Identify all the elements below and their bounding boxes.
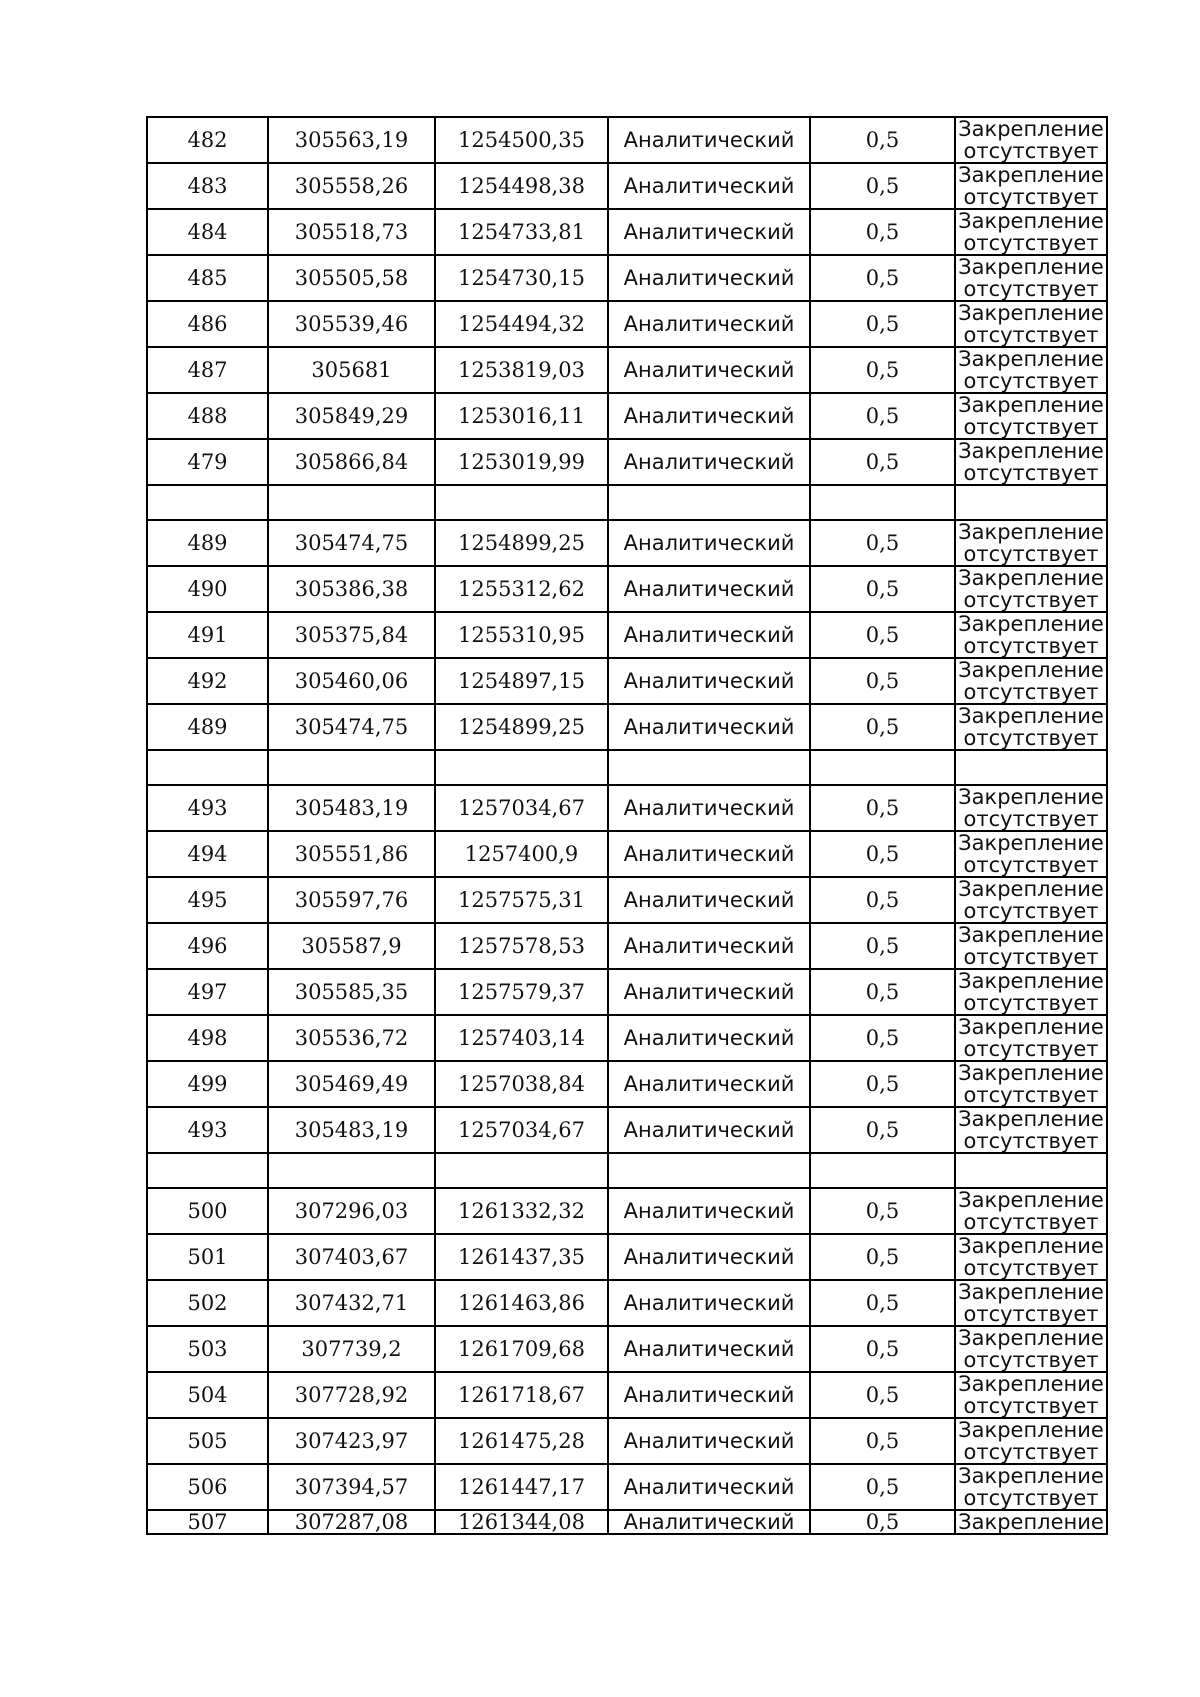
accuracy-cell: 0,5 bbox=[810, 163, 955, 209]
fixation-line-1: Закрепление bbox=[958, 969, 1104, 993]
x-coordinate-cell: 305474,75 bbox=[268, 520, 435, 566]
point-number-cell: 488 bbox=[147, 393, 268, 439]
table-row bbox=[147, 209, 1107, 255]
fixation-line-2: отсутствует bbox=[963, 634, 1099, 658]
fixation-line-2: отсутствует bbox=[963, 542, 1099, 566]
x-coordinate-cell: 305483,19 bbox=[268, 1107, 435, 1153]
y-coordinate-cell: 1254899,25 bbox=[435, 704, 608, 750]
fixation-cell bbox=[955, 1061, 1107, 1107]
y-coordinate-cell: 1257578,53 bbox=[435, 923, 608, 969]
point-number-cell: 485 bbox=[147, 255, 268, 301]
x-coordinate-cell: 305597,76 bbox=[268, 877, 435, 923]
accuracy-cell: 0,5 bbox=[810, 1234, 955, 1280]
fixation-line-1: Закрепление bbox=[958, 877, 1104, 901]
fixation-cell bbox=[955, 520, 1107, 566]
empty-cell bbox=[810, 750, 955, 785]
point-number-cell: 483 bbox=[147, 163, 268, 209]
method-cell: Аналитический bbox=[608, 1372, 810, 1418]
fixation-line-2: отсутствует bbox=[963, 415, 1099, 439]
fixation-cell bbox=[955, 877, 1107, 923]
point-number-cell: 503 bbox=[147, 1326, 268, 1372]
fixation-cell bbox=[955, 301, 1107, 347]
y-coordinate-cell: 1255310,95 bbox=[435, 612, 608, 658]
fixation-cell bbox=[955, 612, 1107, 658]
y-coordinate-cell: 1254498,38 bbox=[435, 163, 608, 209]
fixation-cell bbox=[955, 658, 1107, 704]
x-coordinate-cell: 305539,46 bbox=[268, 301, 435, 347]
coordinates-table-body bbox=[147, 117, 1107, 1534]
fixation-line-1: Закрепление bbox=[958, 255, 1104, 279]
method-cell: Аналитический bbox=[608, 1015, 810, 1061]
fixation-cell bbox=[955, 209, 1107, 255]
x-coordinate-cell: 305386,38 bbox=[268, 566, 435, 612]
method-cell: Аналитический bbox=[608, 1464, 810, 1510]
empty-cell bbox=[810, 1153, 955, 1188]
fixation-line-2: отсутствует bbox=[963, 899, 1099, 923]
y-coordinate-cell: 1261463,86 bbox=[435, 1280, 608, 1326]
fixation-cell bbox=[955, 1280, 1107, 1326]
y-coordinate-cell: 1257034,67 bbox=[435, 1107, 608, 1153]
fixation-cell bbox=[955, 1372, 1107, 1418]
table-row bbox=[147, 566, 1107, 612]
fixation-line-1: Закрепление bbox=[958, 1280, 1104, 1304]
point-number-cell: 501 bbox=[147, 1234, 268, 1280]
accuracy-cell: 0,5 bbox=[810, 1107, 955, 1153]
fixation-cell bbox=[955, 831, 1107, 877]
fixation-line-1: Закрепление bbox=[958, 1188, 1104, 1212]
fixation-cell bbox=[955, 566, 1107, 612]
table-row bbox=[147, 612, 1107, 658]
fixation-line-1: Закрепление bbox=[958, 1464, 1104, 1488]
point-number-cell: 500 bbox=[147, 1188, 268, 1234]
fixation-line-2: отсутствует bbox=[963, 1302, 1099, 1326]
point-number-cell: 496 bbox=[147, 923, 268, 969]
empty-cell bbox=[608, 485, 810, 520]
fixation-line-2: отсутствует bbox=[963, 1394, 1099, 1418]
table-row bbox=[147, 1418, 1107, 1464]
fixation-line-1: Закрепление bbox=[958, 1510, 1104, 1534]
method-cell: Аналитический bbox=[608, 1107, 810, 1153]
point-number-cell: 504 bbox=[147, 1372, 268, 1418]
x-coordinate-cell: 307423,97 bbox=[268, 1418, 435, 1464]
accuracy-cell: 0,5 bbox=[810, 612, 955, 658]
fixation-cell bbox=[955, 969, 1107, 1015]
method-cell: Аналитический bbox=[608, 1418, 810, 1464]
table-row bbox=[147, 1464, 1107, 1510]
y-coordinate-cell: 1253819,03 bbox=[435, 347, 608, 393]
point-number-cell: 505 bbox=[147, 1418, 268, 1464]
accuracy-cell: 0,5 bbox=[810, 1188, 955, 1234]
y-coordinate-cell: 1261447,17 bbox=[435, 1464, 608, 1510]
fixation-line-1: Закрепление bbox=[958, 704, 1104, 728]
accuracy-cell: 0,5 bbox=[810, 1372, 955, 1418]
fixation-cell bbox=[955, 923, 1107, 969]
empty-cell bbox=[810, 485, 955, 520]
method-cell: Аналитический bbox=[608, 704, 810, 750]
table-row bbox=[147, 347, 1107, 393]
fixation-line-2: отсутствует bbox=[963, 461, 1099, 485]
y-coordinate-cell: 1261437,35 bbox=[435, 1234, 608, 1280]
table-row bbox=[147, 1372, 1107, 1418]
x-coordinate-cell: 305558,26 bbox=[268, 163, 435, 209]
fixation-cell bbox=[955, 1464, 1107, 1510]
empty-cell bbox=[435, 485, 608, 520]
x-coordinate-cell: 307296,03 bbox=[268, 1188, 435, 1234]
method-cell: Аналитический bbox=[608, 1188, 810, 1234]
empty-cell bbox=[608, 750, 810, 785]
point-number-cell: 498 bbox=[147, 1015, 268, 1061]
table-row bbox=[147, 1234, 1107, 1280]
fixation-line-2: отсутствует bbox=[963, 323, 1099, 347]
empty-cell bbox=[435, 750, 608, 785]
table-row bbox=[147, 1107, 1107, 1153]
fixation-line-2: отсутствует bbox=[963, 1210, 1099, 1234]
empty-cell bbox=[147, 485, 268, 520]
accuracy-cell: 0,5 bbox=[810, 969, 955, 1015]
empty-cell bbox=[955, 485, 1107, 520]
empty-cell bbox=[435, 1153, 608, 1188]
y-coordinate-cell: 1253019,99 bbox=[435, 439, 608, 485]
table-row bbox=[147, 877, 1107, 923]
x-coordinate-cell: 305585,35 bbox=[268, 969, 435, 1015]
accuracy-cell: 0,5 bbox=[810, 117, 955, 163]
coordinates-table bbox=[146, 116, 1108, 1535]
method-cell: Аналитический bbox=[608, 923, 810, 969]
fixation-line-2: отсутствует bbox=[963, 807, 1099, 831]
fixation-line-2: отсутствует bbox=[963, 231, 1099, 255]
method-cell: Аналитический bbox=[608, 1234, 810, 1280]
fixation-line-1: Закрепление bbox=[958, 1326, 1104, 1350]
accuracy-cell: 0,5 bbox=[810, 1464, 955, 1510]
point-number-cell: 507 bbox=[147, 1510, 268, 1534]
table-row bbox=[147, 1510, 1107, 1534]
point-number-cell: 486 bbox=[147, 301, 268, 347]
fixation-cell bbox=[955, 1188, 1107, 1234]
point-number-cell: 495 bbox=[147, 877, 268, 923]
x-coordinate-cell: 305849,29 bbox=[268, 393, 435, 439]
point-number-cell: 491 bbox=[147, 612, 268, 658]
point-number-cell: 484 bbox=[147, 209, 268, 255]
fixation-line-1: Закрепление bbox=[958, 347, 1104, 371]
y-coordinate-cell: 1253016,11 bbox=[435, 393, 608, 439]
fixation-cell bbox=[955, 1015, 1107, 1061]
table-row bbox=[147, 117, 1107, 163]
fixation-line-1: Закрепление bbox=[958, 1234, 1104, 1258]
y-coordinate-cell: 1254494,32 bbox=[435, 301, 608, 347]
fixation-line-1: Закрепление bbox=[958, 520, 1104, 544]
accuracy-cell: 0,5 bbox=[810, 393, 955, 439]
point-number-cell: 497 bbox=[147, 969, 268, 1015]
accuracy-cell: 0,5 bbox=[810, 923, 955, 969]
x-coordinate-cell: 305563,19 bbox=[268, 117, 435, 163]
y-coordinate-cell: 1257038,84 bbox=[435, 1061, 608, 1107]
y-coordinate-cell: 1261718,67 bbox=[435, 1372, 608, 1418]
table-row bbox=[147, 1280, 1107, 1326]
fixation-line-1: Закрепление bbox=[958, 163, 1104, 187]
accuracy-cell: 0,5 bbox=[810, 520, 955, 566]
accuracy-cell: 0,5 bbox=[810, 301, 955, 347]
fixation-line-2: отсутствует bbox=[963, 680, 1099, 704]
point-number-cell: 493 bbox=[147, 785, 268, 831]
x-coordinate-cell: 307739,2 bbox=[268, 1326, 435, 1372]
fixation-line-2: отсутствует bbox=[963, 726, 1099, 750]
point-number-cell: 493 bbox=[147, 1107, 268, 1153]
fixation-cell bbox=[955, 1326, 1107, 1372]
accuracy-cell: 0,5 bbox=[810, 1326, 955, 1372]
fixation-line-2: отсутствует bbox=[963, 185, 1099, 209]
empty-cell bbox=[955, 750, 1107, 785]
fixation-cell bbox=[955, 785, 1107, 831]
x-coordinate-cell: 305505,58 bbox=[268, 255, 435, 301]
method-cell: Аналитический bbox=[608, 1326, 810, 1372]
fixation-cell bbox=[955, 347, 1107, 393]
fixation-line-1: Закрепление bbox=[958, 658, 1104, 682]
method-cell: Аналитический bbox=[608, 658, 810, 704]
accuracy-cell: 0,5 bbox=[810, 1015, 955, 1061]
fixation-line-2: отсутствует bbox=[963, 588, 1099, 612]
fixation-line-1: Закрепление bbox=[958, 566, 1104, 590]
fixation-line-2: отсутствует bbox=[963, 945, 1099, 969]
x-coordinate-cell: 305518,73 bbox=[268, 209, 435, 255]
fixation-line-2: отсутствует bbox=[963, 277, 1099, 301]
table-row bbox=[147, 301, 1107, 347]
point-number-cell: 502 bbox=[147, 1280, 268, 1326]
table-row bbox=[147, 785, 1107, 831]
method-cell: Аналитический bbox=[608, 209, 810, 255]
x-coordinate-cell: 305587,9 bbox=[268, 923, 435, 969]
fixation-cell bbox=[955, 117, 1107, 163]
table-row bbox=[147, 923, 1107, 969]
empty-cell bbox=[268, 485, 435, 520]
fixation-line-1: Закрепление bbox=[958, 117, 1104, 141]
x-coordinate-cell: 305681 bbox=[268, 347, 435, 393]
fixation-cell bbox=[955, 1510, 1107, 1534]
method-cell: Аналитический bbox=[608, 520, 810, 566]
fixation-cell bbox=[955, 393, 1107, 439]
fixation-line-2: отсутствует bbox=[963, 1440, 1099, 1464]
y-coordinate-cell: 1261709,68 bbox=[435, 1326, 608, 1372]
fixation-line-1: Закрепление bbox=[958, 1418, 1104, 1442]
y-coordinate-cell: 1261344,08 bbox=[435, 1510, 608, 1534]
fixation-cell bbox=[955, 163, 1107, 209]
method-cell: Аналитический bbox=[608, 301, 810, 347]
accuracy-cell: 0,5 bbox=[810, 347, 955, 393]
method-cell: Аналитический bbox=[608, 1061, 810, 1107]
table-row bbox=[147, 255, 1107, 301]
method-cell: Аналитический bbox=[608, 969, 810, 1015]
fixation-line-1: Закрепление bbox=[958, 1372, 1104, 1396]
table-row bbox=[147, 1188, 1107, 1234]
point-number-cell: 487 bbox=[147, 347, 268, 393]
empty-cell bbox=[147, 1153, 268, 1188]
x-coordinate-cell: 307728,92 bbox=[268, 1372, 435, 1418]
table-row bbox=[147, 393, 1107, 439]
point-number-cell: 490 bbox=[147, 566, 268, 612]
fixation-line-2: отсутствует bbox=[963, 853, 1099, 877]
table-separator-row bbox=[147, 485, 1107, 520]
method-cell: Аналитический bbox=[608, 439, 810, 485]
x-coordinate-cell: 305483,19 bbox=[268, 785, 435, 831]
method-cell: Аналитический bbox=[608, 877, 810, 923]
method-cell: Аналитический bbox=[608, 393, 810, 439]
accuracy-cell: 0,5 bbox=[810, 1418, 955, 1464]
method-cell: Аналитический bbox=[608, 785, 810, 831]
fixation-cell bbox=[955, 255, 1107, 301]
fixation-line-2: отсутствует bbox=[963, 1348, 1099, 1372]
point-number-cell: 479 bbox=[147, 439, 268, 485]
x-coordinate-cell: 305536,72 bbox=[268, 1015, 435, 1061]
point-number-cell: 492 bbox=[147, 658, 268, 704]
fixation-line-1: Закрепление bbox=[958, 393, 1104, 417]
method-cell: Аналитический bbox=[608, 1510, 810, 1534]
x-coordinate-cell: 305469,49 bbox=[268, 1061, 435, 1107]
table-row bbox=[147, 1061, 1107, 1107]
accuracy-cell: 0,5 bbox=[810, 658, 955, 704]
point-number-cell: 494 bbox=[147, 831, 268, 877]
fixation-cell bbox=[955, 704, 1107, 750]
fixation-line-2: отсутствует bbox=[963, 1037, 1099, 1061]
method-cell: Аналитический bbox=[608, 255, 810, 301]
accuracy-cell: 0,5 bbox=[810, 1280, 955, 1326]
fixation-line-1: Закрепление bbox=[958, 1107, 1104, 1131]
x-coordinate-cell: 305474,75 bbox=[268, 704, 435, 750]
point-number-cell: 489 bbox=[147, 520, 268, 566]
fixation-line-1: Закрепление bbox=[958, 612, 1104, 636]
x-coordinate-cell: 307287,08 bbox=[268, 1510, 435, 1534]
y-coordinate-cell: 1257034,67 bbox=[435, 785, 608, 831]
table-row bbox=[147, 658, 1107, 704]
accuracy-cell: 0,5 bbox=[810, 877, 955, 923]
fixation-line-2: отсутствует bbox=[963, 1083, 1099, 1107]
y-coordinate-cell: 1257400,9 bbox=[435, 831, 608, 877]
point-number-cell: 482 bbox=[147, 117, 268, 163]
x-coordinate-cell: 305460,06 bbox=[268, 658, 435, 704]
method-cell: Аналитический bbox=[608, 1280, 810, 1326]
empty-cell bbox=[955, 1153, 1107, 1188]
x-coordinate-cell: 305375,84 bbox=[268, 612, 435, 658]
fixation-line-1: Закрепление bbox=[958, 301, 1104, 325]
accuracy-cell: 0,5 bbox=[810, 255, 955, 301]
fixation-cell bbox=[955, 1234, 1107, 1280]
fixation-line-1: Закрепление bbox=[958, 1061, 1104, 1085]
y-coordinate-cell: 1254897,15 bbox=[435, 658, 608, 704]
table-separator-row bbox=[147, 750, 1107, 785]
table-separator-row bbox=[147, 1153, 1107, 1188]
fixation-line-2: отсутствует bbox=[963, 1486, 1099, 1510]
method-cell: Аналитический bbox=[608, 347, 810, 393]
fixation-line-1: Закрепление bbox=[958, 1015, 1104, 1039]
fixation-line-1: Закрепление bbox=[958, 923, 1104, 947]
fixation-line-1: Закрепление bbox=[958, 439, 1104, 463]
x-coordinate-cell: 307394,57 bbox=[268, 1464, 435, 1510]
fixation-line-1: Закрепление bbox=[958, 831, 1104, 855]
fixation-line-1: Закрепление bbox=[958, 785, 1104, 809]
accuracy-cell: 0,5 bbox=[810, 704, 955, 750]
table-row bbox=[147, 439, 1107, 485]
point-number-cell: 499 bbox=[147, 1061, 268, 1107]
y-coordinate-cell: 1261475,28 bbox=[435, 1418, 608, 1464]
y-coordinate-cell: 1254500,35 bbox=[435, 117, 608, 163]
y-coordinate-cell: 1254899,25 bbox=[435, 520, 608, 566]
y-coordinate-cell: 1255312,62 bbox=[435, 566, 608, 612]
fixation-cell bbox=[955, 1107, 1107, 1153]
point-number-cell: 489 bbox=[147, 704, 268, 750]
method-cell: Аналитический bbox=[608, 831, 810, 877]
y-coordinate-cell: 1257579,37 bbox=[435, 969, 608, 1015]
table-row bbox=[147, 1326, 1107, 1372]
y-coordinate-cell: 1257575,31 bbox=[435, 877, 608, 923]
table-row bbox=[147, 520, 1107, 566]
accuracy-cell: 0,5 bbox=[810, 831, 955, 877]
table-row bbox=[147, 1015, 1107, 1061]
empty-cell bbox=[608, 1153, 810, 1188]
fixation-cell bbox=[955, 1418, 1107, 1464]
fixation-line-2: отсутствует bbox=[963, 369, 1099, 393]
table-row bbox=[147, 831, 1107, 877]
method-cell: Аналитический bbox=[608, 117, 810, 163]
fixation-line-2: отсутствует bbox=[963, 1256, 1099, 1280]
fixation-line-2: отсутствует bbox=[963, 1129, 1099, 1153]
x-coordinate-cell: 307403,67 bbox=[268, 1234, 435, 1280]
fixation-line-2: отсутствует bbox=[963, 139, 1099, 163]
x-coordinate-cell: 307432,71 bbox=[268, 1280, 435, 1326]
y-coordinate-cell: 1254733,81 bbox=[435, 209, 608, 255]
empty-cell bbox=[268, 750, 435, 785]
accuracy-cell: 0,5 bbox=[810, 209, 955, 255]
fixation-line-1: Закрепление bbox=[958, 209, 1104, 233]
empty-cell bbox=[147, 750, 268, 785]
point-number-cell: 506 bbox=[147, 1464, 268, 1510]
method-cell: Аналитический bbox=[608, 163, 810, 209]
table-row bbox=[147, 704, 1107, 750]
y-coordinate-cell: 1254730,15 bbox=[435, 255, 608, 301]
method-cell: Аналитический bbox=[608, 566, 810, 612]
x-coordinate-cell: 305866,84 bbox=[268, 439, 435, 485]
accuracy-cell: 0,5 bbox=[810, 785, 955, 831]
table-row bbox=[147, 163, 1107, 209]
accuracy-cell: 0,5 bbox=[810, 1061, 955, 1107]
y-coordinate-cell: 1257403,14 bbox=[435, 1015, 608, 1061]
accuracy-cell: 0,5 bbox=[810, 1510, 955, 1534]
x-coordinate-cell: 305551,86 bbox=[268, 831, 435, 877]
accuracy-cell: 0,5 bbox=[810, 439, 955, 485]
empty-cell bbox=[268, 1153, 435, 1188]
method-cell: Аналитический bbox=[608, 612, 810, 658]
y-coordinate-cell: 1261332,32 bbox=[435, 1188, 608, 1234]
accuracy-cell: 0,5 bbox=[810, 566, 955, 612]
fixation-cell bbox=[955, 439, 1107, 485]
table-row bbox=[147, 969, 1107, 1015]
fixation-line-2: отсутствует bbox=[963, 991, 1099, 1015]
